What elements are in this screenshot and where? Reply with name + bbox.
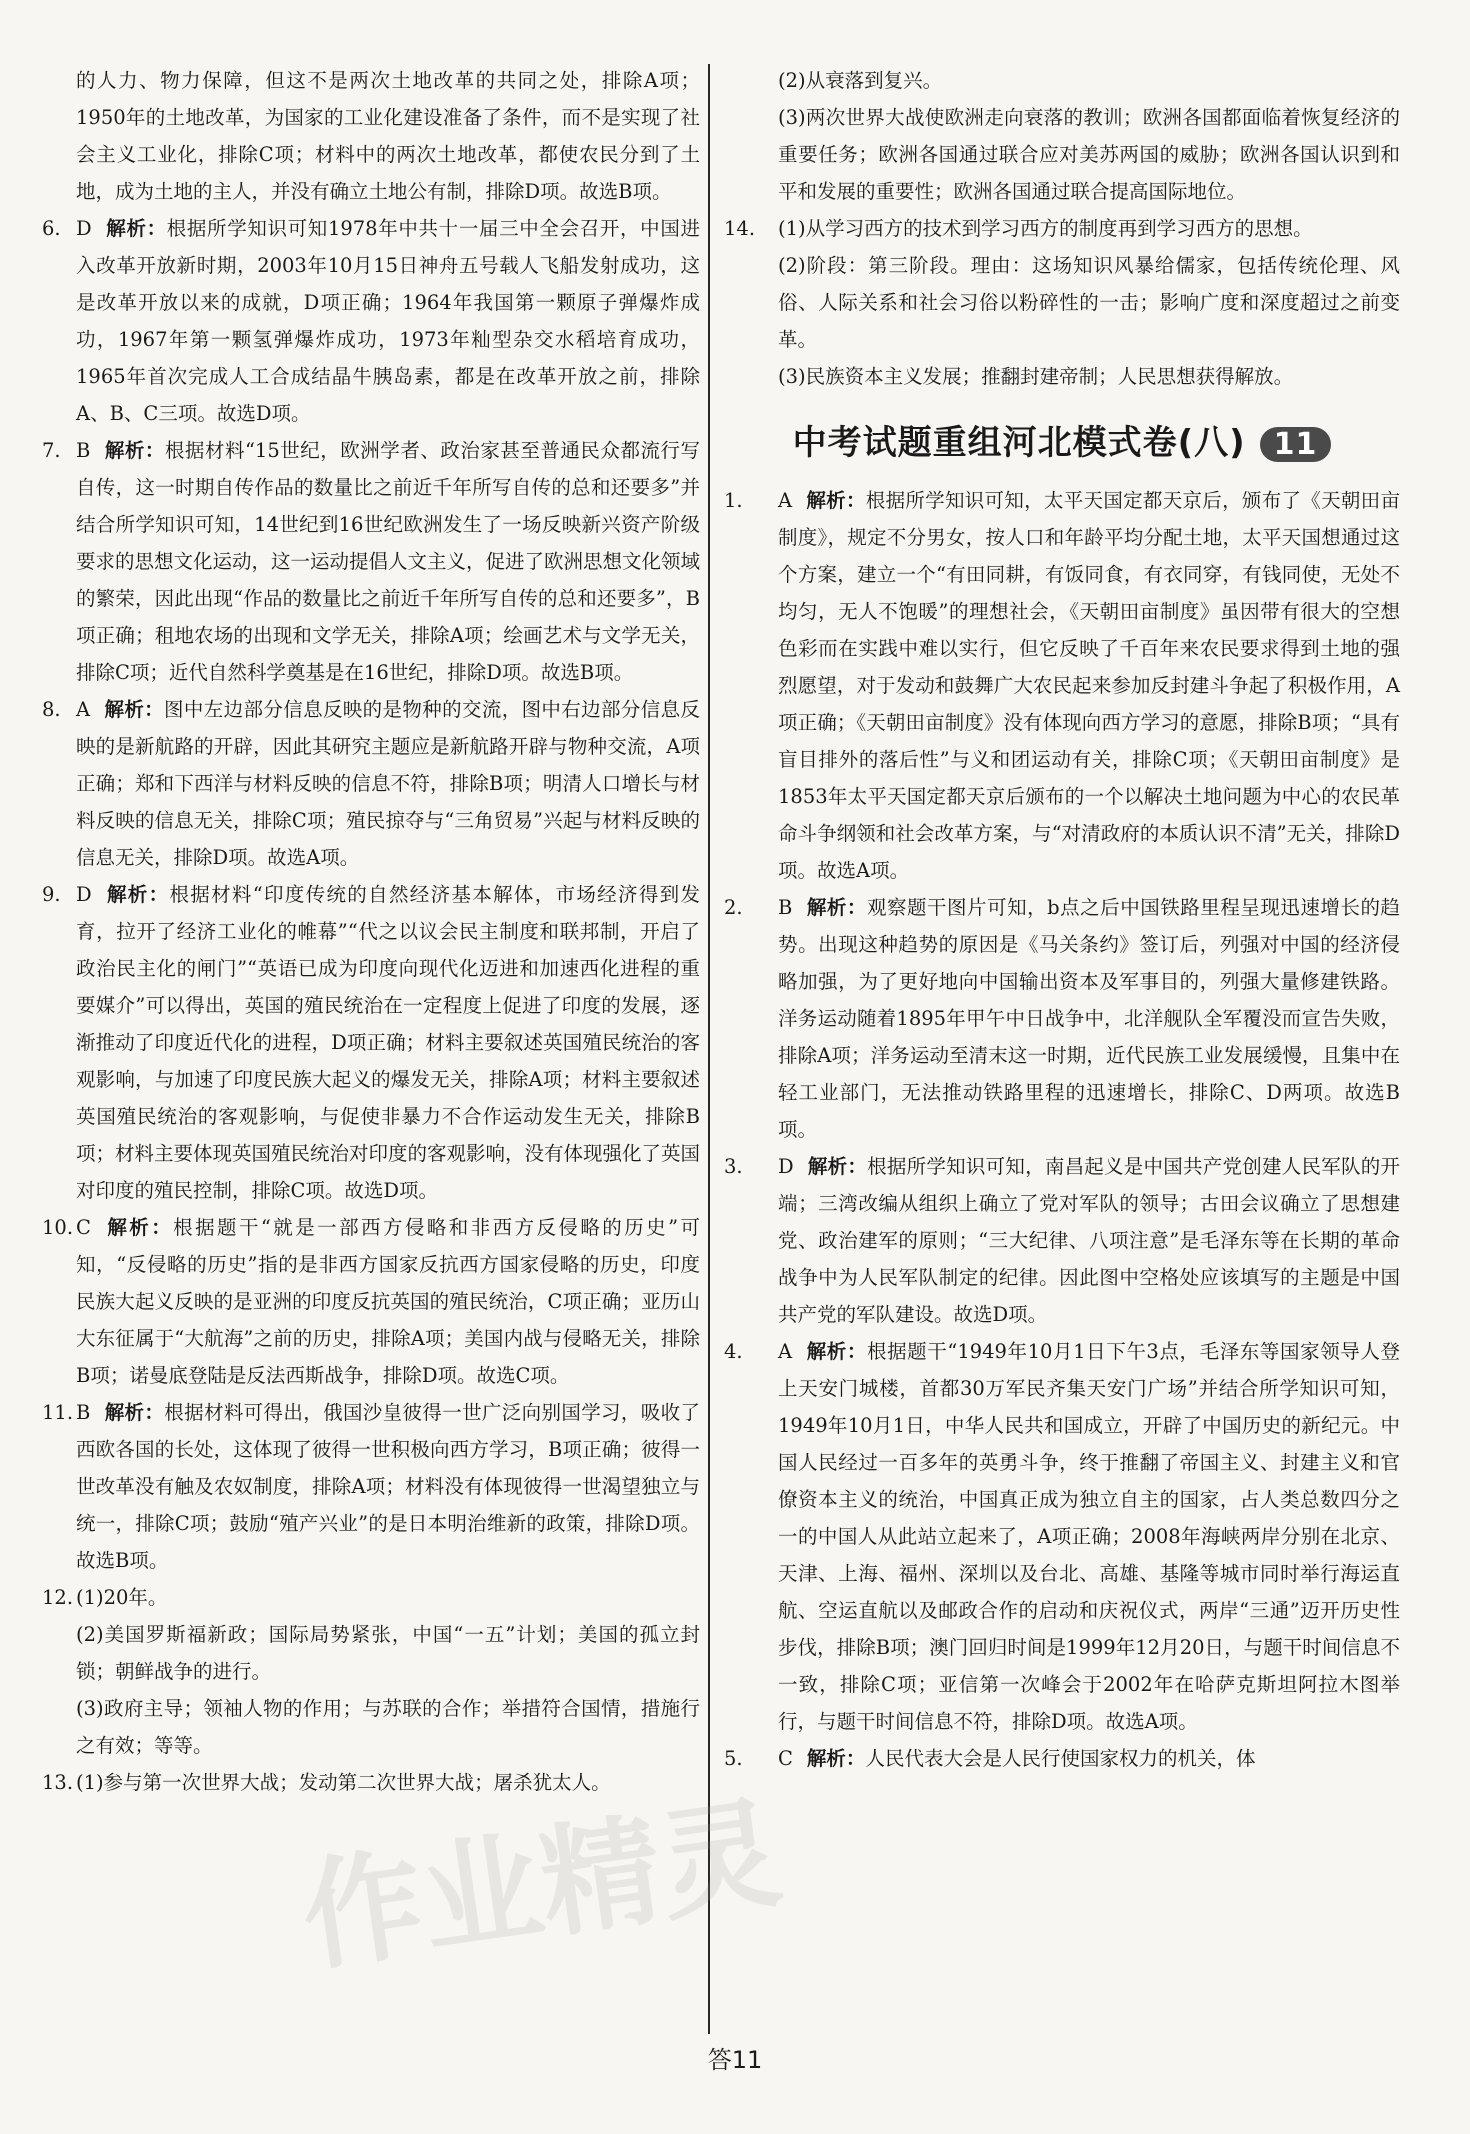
answer-part: (2)美国罗斯福新政；国际局势紧张，中国“一五”计划；美国的孤立封锁；朝鲜战争的进行。 (76, 1623, 700, 1683)
answer-number: 7. (42, 439, 61, 462)
answer-choice: B (778, 896, 793, 919)
answer-choice: A (778, 1340, 793, 1363)
analysis-text: 根据题干“就是一部西方侵略和非西方反侵略的历史”可知，“反侵略的历史”指的是非西方国家反抗西方国家侵略的历史，印度民族大起义反映的是亚洲的印度反抗英国的殖民统治，C项正确；亚历山大东征属于“大航海”之前的历史，排除A项；美国内战与侵略无关，排除B项；诺曼底登陆是反法西斯战争，排除D项。故选C项。 (76, 1216, 700, 1387)
answer-item (42, 1394, 700, 1579)
analysis-label: 解析： (104, 439, 165, 462)
analysis-text: 人民代表大会是人民行使国家权力的机关，体 (865, 1747, 1256, 1770)
answer-choice: B (76, 1401, 91, 1424)
answer-number: 1. (724, 489, 743, 512)
section-badge: 11 (1260, 427, 1332, 462)
continued-answer: 的人力、物力保障，但这不是两次土地改革的共同之处，排除A项；1950年的土地改革，为国家的工业化建设准备了条件，而不是实现了社会主义工业化，排除C项；材料中的两次土地改革，都使农民分到了土地，成为土地的主人，并没有确立土地公有制，排除D项。故选B项。 (76, 69, 700, 203)
answer-number: 4. (724, 1340, 743, 1363)
answer-item (42, 210, 700, 432)
analysis-text: 图中左边部分信息反映的是物种的交流，图中右边部分信息反映的是新航路的开辟，因此其研究主题应是新航路开辟与物种交流，A项正确；郑和下西洋与材料反映的信息不符，排除B项；明清人口增长与材料反映的信息无关，排除C项；殖民掠夺与“三角贸易”兴起与材料反映的信息无关，排除D项。故选A项。 (76, 698, 700, 869)
page-number: 答11 (707, 2046, 763, 2074)
answer-choice: A (778, 489, 793, 512)
answer-number: 10. (42, 1216, 74, 1239)
answer-number: 5. (724, 1747, 743, 1770)
analysis-label: 解析： (104, 1216, 174, 1239)
answer-item (724, 482, 1400, 889)
answer-choice: C (76, 1216, 91, 1239)
analysis-text: 根据题干“1949年10月1日下午3点，毛泽东等国家领导人登上天安门城楼，首都30万军民齐集天安门广场”并结合所学知识可知，1949年10月1日，中华人民共和国成立，开辟了中国历史的新纪元。中国人民经过一百多年的英勇斗争，终于推翻了帝国主义、封建主义和官僚资本主义的统治，中国真正成为独立自主的国家，占人类总数四分之一的中国人从此站立起来了，A项正确；2008年海峡两岸分别在北京、天津、上海、福州、深圳以及台北、高雄、基隆等城市同时举行海运直航、空运直航以及邮政合作的启动和庆祝仪式，两岸“三通”迈开历史性步伐，排除B项；澳门回归时间是1999年12月20日，与题干时间信息不一致，排除C项；亚信第一次峰会于2002年在哈萨克斯坦阿拉木图举行，与题干时间信息不符，排除D项。故选A项。 (778, 1340, 1400, 1733)
analysis-label: 解析： (806, 1340, 867, 1363)
analysis-text: 根据材料“印度传统的自然经济基本解体，市场经济得到发育，拉开了经济工业化的帷幕”“代之以议会民主制度和联邦制，开启了政治民主化的闸门”“英语已成为印度向现代化迈进和加速西化进程的重要媒介”可以得出，英国的殖民统治在一定程度上促进了印度的发展，逐渐推动了印度近代化的进程，D项正确；材料主要叙述英国殖民统治的客观影响，与加速了印度民族大起义的爆发无关，排除A项；材料主要叙述英国殖民统治的客观影响，与促使非暴力不合作运动发生无关，排除B项；材料主要体现英国殖民统治对印度的客观影响，没有体现强化了英国对印度的殖民控制，排除C项。故选D项。 (76, 883, 701, 1202)
answer-number: 14. (724, 217, 756, 240)
section-title (724, 415, 1400, 464)
answer-part: (1)20年。 (76, 1586, 168, 1609)
answer-part: (3)政府主导；领袖人物的作用；与苏联的合作；举措符合国情，措施行之有效；等等。 (76, 1697, 700, 1757)
answer-number: 2. (724, 896, 743, 919)
analysis-text: 根据材料可得出，俄国沙皇彼得一世广泛向别国学习，吸收了西欧各国的长处，这体现了彼得一世积极向西方学习，B项正确；彼得一世改革没有触及农奴制度，排除A项；材料没有体现彼得一世渴望独立与统一，排除C项；鼓励“殖产兴业”的是日本明治维新的政策，排除D项。故选B项。 (76, 1401, 700, 1572)
answer-14 (724, 210, 1400, 395)
analysis-label: 解析： (105, 883, 170, 906)
analysis-label: 解析： (104, 1401, 165, 1424)
answer-item (42, 1209, 700, 1394)
answer-choice: D (778, 1155, 794, 1178)
answer-item (724, 889, 1400, 1148)
analysis-label: 解析： (105, 217, 167, 240)
watermark: 作业精灵 (294, 1784, 789, 1989)
analysis-text: 观察题干图片可知，b点之后中国铁路里程呈现迅速增长的趋势。出现这种趋势的原因是《马关条约》签订后，列强对中国的经济侵略加强，为了更好地向中国输出资本及军事目的，列强大量修建铁路。洋务运动随着1895年甲午中日战争中，北洋舰队全军覆没而宣告失败，排除A项；洋务运动至清末这一时期，近代民族工业发展缓慢，且集中在轻工业部门，无法推动铁路里程的迅速增长，排除C、D两项。故选B项。 (778, 896, 1400, 1141)
answer-item (724, 1740, 1400, 1777)
answer-part: (3)两次世界大战使欧洲走向衰落的教训；欧洲各国都面临着恢复经济的重要任务；欧洲各国通过联合应对美苏两国的威胁；欧洲各国认识到和平和发展的重要性；欧洲各国通过联合提高国际地位。 (778, 106, 1400, 203)
answer-number: 9. (42, 883, 61, 906)
answer-number: 11. (42, 1401, 74, 1424)
answer-number: 8. (42, 698, 61, 721)
answer-choice: C (778, 1747, 793, 1770)
right-answer-list (724, 482, 1400, 1777)
analysis-text: 根据所学知识可知，太平天国定都天京后，颁布了《天朝田亩制度》，规定不分男女，按人口和年龄平均分配土地，太平天国想通过这个方案，建立一个“有田同耕，有饭同食，有衣同穿，有钱同使，无处不均匀，无人不饱暖”的理想社会，《天朝田亩制度》虽因带有很大的空想色彩而在实践中难以实行，但它反映了千百年来农民要求得到土地的强烈愿望，对于发动和鼓舞广大农民起来参加反封建斗争起了积极作用，A项正确；《天朝田亩制度》没有体现向西方学习的意愿，排除B项；“具有盲目排外的落后性”与义和团运动有关，排除C项；《天朝田亩制度》是1853年太平天国定都天京后颁布的一个以解决土地问题为中心的农民革命斗争纲领和社会改革方案，与“对清政府的本质认识不清”无关，排除D项。故选A项。 (778, 489, 1400, 882)
answer-choice: A (76, 698, 91, 721)
answer-part: (3)民族资本主义发展；推翻封建帝制；人民思想获得解放。 (778, 365, 1294, 388)
answer-part: (1)参与第一次世界大战；发动第二次世界大战；屠杀犹太人。 (76, 1771, 611, 1794)
answer-12 (42, 1579, 700, 1764)
answer-item (724, 1333, 1400, 1740)
answer-choice: B (76, 439, 91, 462)
analysis-label: 解析： (807, 1155, 868, 1178)
analysis-text: 根据所学知识可知1978年中共十一届三中全会召开，中国进入改革开放新时期，2003年10月15日神舟五号载人飞船发射成功，这是改革开放以来的成就，D项正确；1964年我国第一颗原子弹爆炸成功，1967年第一颗氢弹爆炸成功，1973年籼型杂交水稻培育成功，1965年首次完成人工合成结晶牛胰岛素，都是在改革开放之前，排除A、B、C三项。故选D项。 (76, 217, 700, 425)
answer-item (42, 691, 700, 876)
answer-part: (2)从衰落到复兴。 (778, 69, 943, 92)
answer-part: (2)阶段：第三阶段。理由：这场知识风暴给儒家，包括传统伦理、风俗、人际关系和社会习俗以粉碎性的一击；影响广度和深度超过之前变革。 (778, 254, 1400, 351)
answer-number: 3. (724, 1155, 743, 1178)
analysis-label: 解析： (806, 1747, 866, 1770)
answer-number: 12. (42, 1586, 74, 1609)
column-divider (708, 64, 710, 2034)
answer-item (724, 1148, 1400, 1333)
analysis-text: 根据所学知识可知，南昌起义是中国共产党创建人民军队的开端；三湾改编从组织上确立了党对军队的领导；古田会议确立了思想建党、政治建军的原则；“三大纪律、八项注意”是毛泽东等在长期的革命战争中为人民军队制定的纪律。因此图中空格处应该填写的主题是中国共产党的军队建设。故选D项。 (778, 1155, 1400, 1326)
analysis-label: 解析： (104, 698, 165, 721)
answer-number: 13. (42, 1771, 74, 1794)
analysis-text: 根据材料“15世纪，欧洲学者、政治家甚至普通民众都流行写自传，这一时期自传作品的数量比之前近千年所写自传的总和还要多”并结合所学知识可知，14世纪到16世纪欧洲发生了一场反映新兴资产阶级要求的思想文化运动，这一运动提倡人文主义，促进了欧洲思想文化领域的繁荣，因此出现“作品的数量比之前近千年所写自传的总和还要多”，B项正确；租地农场的出现和文学无关，排除A项；绘画艺术与文学无关，排除C项；近代自然科学奠基是在16世纪，排除D项。故选B项。 (76, 439, 701, 684)
left-column (42, 62, 700, 1801)
analysis-label: 解析： (806, 896, 867, 919)
answer-item (42, 876, 700, 1209)
left-answer-list (42, 210, 700, 1579)
section-title-text: 中考试题重组河北模式卷(八) (792, 423, 1246, 463)
answer-number: 6. (42, 217, 61, 240)
answer-choice: D (76, 217, 92, 240)
right-column (724, 62, 1400, 1777)
analysis-label: 解析： (806, 489, 866, 512)
answer-part: (1)从学习西方的技术到学习西方的制度再到学习西方的思想。 (778, 217, 1313, 240)
answer-item (42, 432, 700, 691)
answer-13 (42, 1764, 700, 1801)
answer-choice: D (76, 883, 92, 906)
